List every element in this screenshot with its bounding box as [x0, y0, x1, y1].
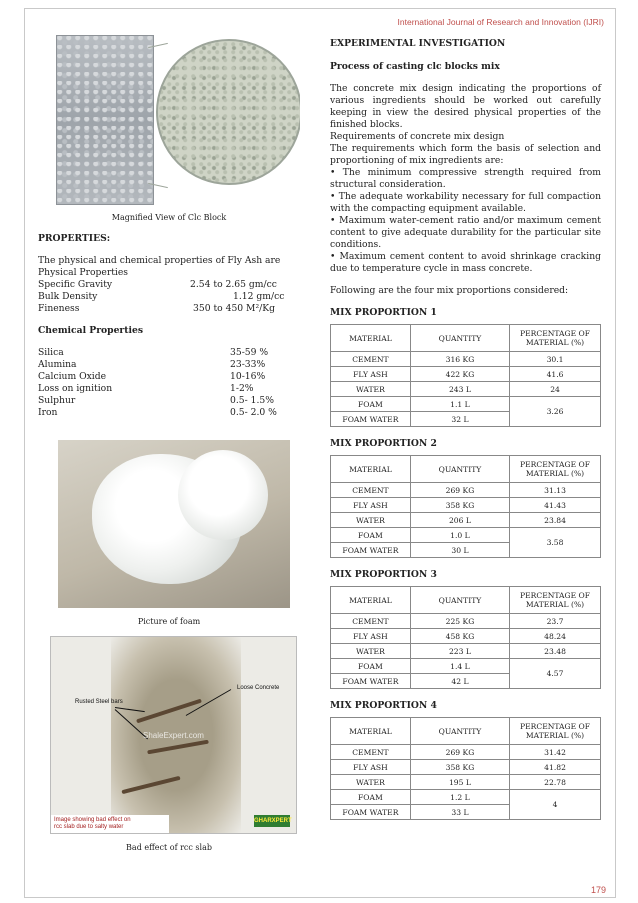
table-cell: 206 L [410, 513, 509, 528]
table-cell: 23.7 [510, 614, 601, 629]
clc-block-photo [56, 35, 154, 205]
column-header: QUANTITY [410, 325, 509, 352]
table-cell: 225 KG [410, 614, 509, 629]
table-cell: WATER [331, 644, 411, 659]
section-heading: EXPERIMENTAL INVESTIGATION [330, 38, 506, 49]
table-cell: 358 KG [410, 498, 509, 513]
table-cell: 32 L [410, 412, 509, 427]
table-cell: 4 [510, 790, 601, 820]
journal-header: International Journal of Research and Innovation (IJRI) [397, 17, 604, 27]
table-row [331, 644, 601, 659]
image-inner-caption: Image showing bad effect on rcc slab due to salty water [51, 815, 169, 833]
table-row [331, 760, 601, 775]
table-row [331, 614, 601, 629]
watermark: ShaleExpert.com [143, 731, 204, 740]
chemical-row: Alumina 23-33% [38, 359, 266, 370]
right-column [330, 38, 601, 820]
table-cell: 33 L [410, 805, 509, 820]
table-row [331, 367, 601, 382]
chemical-row: Loss on ignition 1-2% [38, 383, 254, 394]
table-row [331, 352, 601, 367]
mix-proportion-block [330, 307, 601, 427]
foam-image [58, 440, 290, 608]
table-cell: FOAM [331, 528, 411, 543]
table-cell: 243 L [410, 382, 509, 397]
table-cell: 3.58 [510, 528, 601, 558]
table-cell: FLY ASH [331, 367, 411, 382]
table-header-row [331, 325, 601, 352]
table-header-row [331, 456, 601, 483]
table-cell: CEMENT [331, 483, 411, 498]
table-cell: 24 [510, 382, 601, 397]
table-cell: 316 KG [410, 352, 509, 367]
requirements-intro: The requirements which form the basis of selection and proportioning of mix ingredients are: [330, 143, 601, 166]
column-header: MATERIAL [331, 587, 411, 614]
table-cell: 3.26 [510, 397, 601, 427]
mix-tables [330, 307, 601, 820]
table-row [331, 513, 601, 528]
bullet-item: • The minimum compressive strength required from structural consideration. [330, 167, 601, 190]
table-header-row [331, 718, 601, 745]
physical-heading: Physical Properties [38, 267, 129, 278]
column-header: PERCENTAGE OF MATERIAL (%) [510, 456, 601, 483]
column-header: QUANTITY [410, 456, 509, 483]
table-cell: 42 L [410, 674, 509, 689]
mix-table [330, 324, 601, 427]
section-subheading: Process of casting clc blocks mix [330, 61, 500, 72]
column-header: PERCENTAGE OF MATERIAL (%) [510, 587, 601, 614]
bullet-item: • Maximum cement content to avoid shrinkage cracking due to temperature cycle in mass concrete. [330, 251, 601, 274]
mix-table [330, 586, 601, 689]
table-cell: FOAM [331, 397, 411, 412]
table-cell: 23.84 [510, 513, 601, 528]
table-cell: 23.48 [510, 644, 601, 659]
table-cell: 41.82 [510, 760, 601, 775]
requirements-heading: Requirements of concrete mix design [330, 131, 505, 142]
table-row [331, 745, 601, 760]
chemical-row: Calcium Oxide 10-16% [38, 371, 266, 382]
bullet-item: • Maximum water-cement ratio and/or maximum cement content to give adequate durability for the particular site conditions. [330, 215, 601, 250]
table-cell: 1.2 L [410, 790, 509, 805]
column-header: QUANTITY [410, 587, 509, 614]
table-row [331, 528, 601, 543]
table-row [331, 397, 601, 412]
table-cell: FOAM [331, 659, 411, 674]
table-cell: 422 KG [410, 367, 509, 382]
table-cell: 223 L [410, 644, 509, 659]
table-cell: 30.1 [510, 352, 601, 367]
column-header: MATERIAL [331, 325, 411, 352]
table-row [331, 629, 601, 644]
table-cell: 458 KG [410, 629, 509, 644]
table-cell: FOAM [331, 790, 411, 805]
column-header: PERCENTAGE OF MATERIAL (%) [510, 718, 601, 745]
chemical-heading: Chemical Properties [38, 325, 144, 336]
mix-intro: Following are the four mix proportions considered: [330, 285, 569, 296]
table-cell: CEMENT [331, 614, 411, 629]
table-cell: WATER [331, 382, 411, 397]
mix-title: MIX PROPORTION 1 [330, 307, 437, 318]
table-cell: 1.4 L [410, 659, 509, 674]
table-cell: FOAM WATER [331, 674, 411, 689]
table-cell: FLY ASH [331, 498, 411, 513]
table-cell: 358 KG [410, 760, 509, 775]
table-cell: 1.1 L [410, 397, 509, 412]
clc-block-image [52, 35, 300, 205]
table-row [331, 790, 601, 805]
table-header-row [331, 587, 601, 614]
paragraph-1: The concrete mix design indicating the proportions of various ingredients should be worked out carefully keeping in view the desired physical properties of the finished blocks. [330, 83, 601, 130]
rcc-caption: Bad effect of rcc slab [126, 843, 212, 852]
table-cell: FOAM WATER [331, 412, 411, 427]
table-cell: FOAM WATER [331, 805, 411, 820]
chemical-row: Silica 35-59 % [38, 347, 269, 358]
chemical-row: Iron 0.5- 2.0 % [38, 407, 277, 418]
page-number: 179 [590, 885, 606, 895]
table-cell: 41.43 [510, 498, 601, 513]
table-row [331, 483, 601, 498]
loose-concrete-label: Loose Concrete [237, 685, 280, 691]
physical-row: Bulk Density 1.12 gm/cc [38, 291, 285, 302]
mix-title: MIX PROPORTION 4 [330, 700, 437, 711]
table-cell: CEMENT [331, 352, 411, 367]
table-cell: FLY ASH [331, 760, 411, 775]
magnified-lens [156, 39, 300, 185]
column-header: QUANTITY [410, 718, 509, 745]
mix-table [330, 717, 601, 820]
table-cell: 269 KG [410, 483, 509, 498]
table-cell: FOAM WATER [331, 543, 411, 558]
table-cell: 31.13 [510, 483, 601, 498]
table-row [331, 498, 601, 513]
table-cell: WATER [331, 513, 411, 528]
gharexpert-logo: GHARXPERT [254, 815, 290, 827]
table-cell: CEMENT [331, 745, 411, 760]
table-cell: 30 L [410, 543, 509, 558]
table-cell: 4.57 [510, 659, 601, 689]
properties-heading: PROPERTIES: [38, 233, 111, 244]
table-cell: 195 L [410, 775, 509, 790]
table-cell: 31.42 [510, 745, 601, 760]
mix-table [330, 455, 601, 558]
table-cell: 269 KG [410, 745, 509, 760]
physical-row: Fineness 350 to 450 M²/Kg [38, 303, 275, 314]
rcc-slab-image [50, 636, 297, 834]
mix-proportion-block [330, 700, 601, 820]
chemical-row: Sulphur 0.5- 1.5% [38, 395, 274, 406]
table-cell: 41.6 [510, 367, 601, 382]
mix-proportion-block [330, 569, 601, 689]
table-cell: 48.24 [510, 629, 601, 644]
table-row [331, 775, 601, 790]
column-header: MATERIAL [331, 456, 411, 483]
table-row [331, 382, 601, 397]
mix-proportion-block [330, 438, 601, 558]
bullet-item: • The adequate workability necessary for full compaction with the compacting equipment available. [330, 191, 601, 214]
column-header: PERCENTAGE OF MATERIAL (%) [510, 325, 601, 352]
properties-intro: The physical and chemical properties of Fly Ash are [38, 255, 281, 266]
table-cell: WATER [331, 775, 411, 790]
table-cell: 22.78 [510, 775, 601, 790]
mix-title: MIX PROPORTION 3 [330, 569, 437, 580]
clc-caption: Magnified View of Clc Block [111, 213, 227, 222]
table-cell: FLY ASH [331, 629, 411, 644]
table-cell: 1.0 L [410, 528, 509, 543]
table-row [331, 659, 601, 674]
foam-caption: Picture of foam [137, 617, 201, 626]
physical-row: Specific Gravity 2.54 to 2.65 gm/cc [38, 279, 277, 290]
column-header: MATERIAL [331, 718, 411, 745]
mix-title: MIX PROPORTION 2 [330, 438, 437, 449]
rusted-steel-label: Rusted Steel bars [75, 699, 123, 705]
